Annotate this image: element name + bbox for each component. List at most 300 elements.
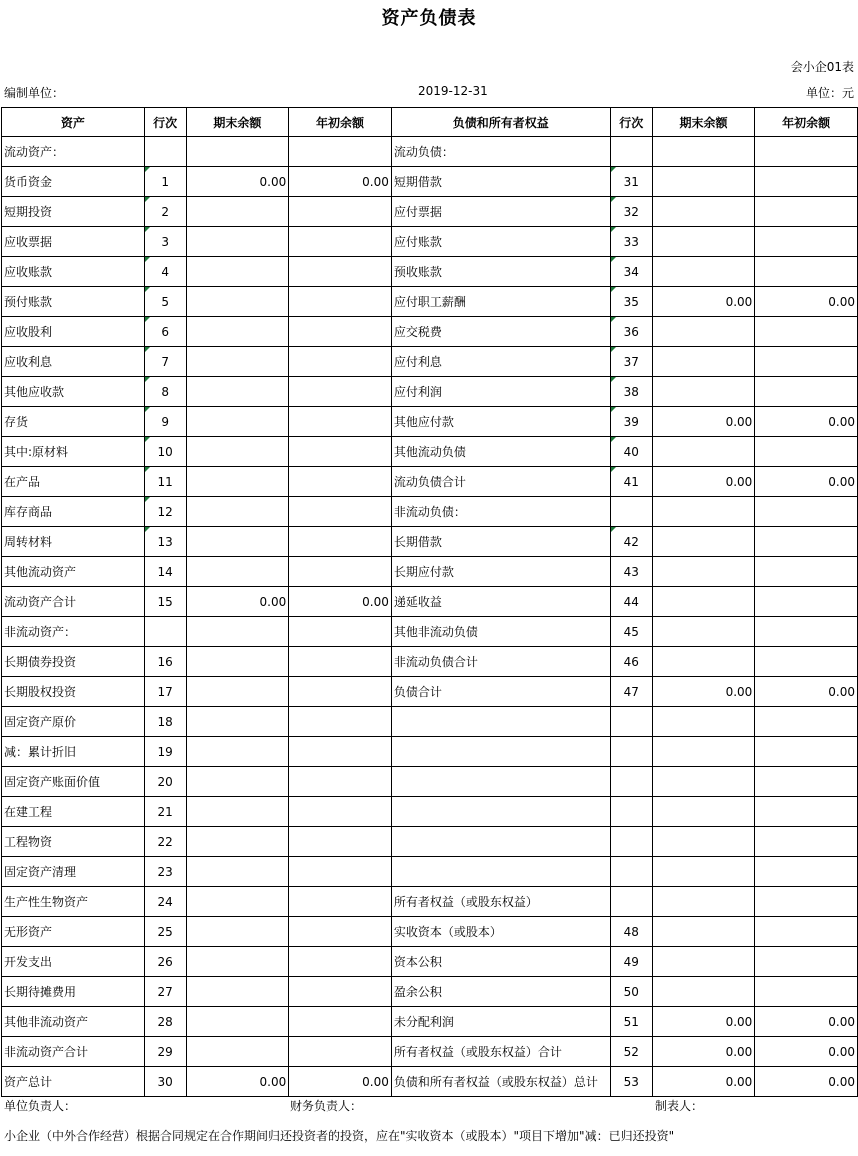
page-title: 资产负债表 xyxy=(381,8,477,29)
liability-begin-balance xyxy=(755,257,858,287)
liability-begin-balance xyxy=(755,377,858,407)
table-row xyxy=(2,677,858,707)
asset-line-no: 26 xyxy=(144,947,186,977)
asset-end-balance xyxy=(186,917,289,947)
liability-begin-balance: 0.00 xyxy=(755,677,858,707)
asset-end-balance xyxy=(186,707,289,737)
liability-begin-balance xyxy=(755,497,858,527)
asset-line-no: 7 xyxy=(144,347,186,377)
asset-item: 在产品 xyxy=(2,467,145,497)
preparer-signature: 制表人： xyxy=(655,1099,704,1113)
asset-item: 减：累计折旧 xyxy=(2,737,145,767)
asset-begin-balance xyxy=(289,377,392,407)
asset-end-balance xyxy=(186,497,289,527)
asset-line-no: 8 xyxy=(144,377,186,407)
header-liabilities-equity: 负债和所有者权益 xyxy=(391,108,610,137)
asset-item: 货币资金 xyxy=(2,167,145,197)
liability-item xyxy=(391,857,610,887)
liability-line-no: 44 xyxy=(610,587,652,617)
report-date: 2019-12-31 xyxy=(418,84,488,98)
liability-end-balance: 0.00 xyxy=(652,467,755,497)
asset-item: 其他应收款 xyxy=(2,377,145,407)
asset-item: 非流动资产合计 xyxy=(2,1037,145,1067)
table-row xyxy=(2,497,858,527)
asset-begin-balance xyxy=(289,227,392,257)
compiler-label: 编制单位： xyxy=(4,86,65,100)
liability-end-balance xyxy=(652,647,755,677)
table-row xyxy=(2,227,858,257)
liability-line-no xyxy=(610,767,652,797)
asset-end-balance xyxy=(186,347,289,377)
asset-end-balance xyxy=(186,227,289,257)
table-row xyxy=(2,707,858,737)
liability-line-no: 42 xyxy=(610,527,652,557)
asset-line-no: 25 xyxy=(144,917,186,947)
asset-end-balance xyxy=(186,287,289,317)
table-row xyxy=(2,947,858,977)
asset-line-no: 9 xyxy=(144,407,186,437)
liability-end-balance xyxy=(652,557,755,587)
liability-end-balance xyxy=(652,227,755,257)
table-row xyxy=(2,587,858,617)
table-row xyxy=(2,797,858,827)
asset-line-no: 29 xyxy=(144,1037,186,1067)
asset-line-no: 15 xyxy=(144,587,186,617)
liability-item: 资本公积 xyxy=(391,947,610,977)
liability-end-balance xyxy=(652,317,755,347)
liability-item: 应付账款 xyxy=(391,227,610,257)
header-assets: 资产 xyxy=(2,108,145,137)
asset-begin-balance xyxy=(289,137,392,167)
asset-begin-balance: 0.00 xyxy=(289,167,392,197)
liability-item: 流动负债： xyxy=(391,137,610,167)
liability-begin-balance xyxy=(755,737,858,767)
asset-item: 生产性生物资产 xyxy=(2,887,145,917)
liability-item: 其他流动负债 xyxy=(391,437,610,467)
table-row xyxy=(2,197,858,227)
liability-line-no: 50 xyxy=(610,977,652,1007)
asset-begin-balance xyxy=(289,257,392,287)
asset-end-balance xyxy=(186,377,289,407)
asset-item: 存货 xyxy=(2,407,145,437)
table-row xyxy=(2,917,858,947)
table-row xyxy=(2,137,858,167)
liability-end-balance xyxy=(652,857,755,887)
liability-end-balance xyxy=(652,917,755,947)
asset-end-balance xyxy=(186,1007,289,1037)
asset-line-no: 30 xyxy=(144,1067,186,1097)
asset-end-balance xyxy=(186,557,289,587)
liability-end-balance xyxy=(652,347,755,377)
liability-end-balance xyxy=(652,527,755,557)
asset-item: 短期投资 xyxy=(2,197,145,227)
liability-line-no: 36 xyxy=(610,317,652,347)
asset-end-balance xyxy=(186,677,289,707)
table-row xyxy=(2,347,858,377)
asset-begin-balance xyxy=(289,317,392,347)
asset-begin-balance xyxy=(289,347,392,377)
liability-line-no xyxy=(610,797,652,827)
liability-item: 负债合计 xyxy=(391,677,610,707)
table-row xyxy=(2,977,858,1007)
asset-item: 应收账款 xyxy=(2,257,145,287)
unit-label: 单位：元 xyxy=(805,86,854,100)
asset-end-balance xyxy=(186,257,289,287)
header-begin-balance: 年初余额 xyxy=(755,108,858,137)
asset-line-no: 13 xyxy=(144,527,186,557)
asset-end-balance xyxy=(186,1037,289,1067)
asset-begin-balance xyxy=(289,407,392,437)
asset-item: 其中:原材料 xyxy=(2,437,145,467)
header-line-no: 行次 xyxy=(144,108,186,137)
liability-end-balance xyxy=(652,257,755,287)
liability-begin-balance xyxy=(755,917,858,947)
liability-item: 短期借款 xyxy=(391,167,610,197)
asset-item: 其他非流动资产 xyxy=(2,1007,145,1037)
asset-end-balance: 0.00 xyxy=(186,167,289,197)
table-row xyxy=(2,767,858,797)
table-row xyxy=(2,467,858,497)
liability-begin-balance xyxy=(755,137,858,167)
liability-line-no: 49 xyxy=(610,947,652,977)
table-row xyxy=(2,827,858,857)
liability-line-no: 51 xyxy=(610,1007,652,1037)
liability-end-balance xyxy=(652,827,755,857)
liability-begin-balance xyxy=(755,647,858,677)
asset-item: 资产总计 xyxy=(2,1067,145,1097)
asset-item: 固定资产账面价值 xyxy=(2,767,145,797)
table-header-row xyxy=(2,108,858,137)
liability-end-balance xyxy=(652,167,755,197)
asset-line-no: 2 xyxy=(144,197,186,227)
asset-end-balance xyxy=(186,887,289,917)
liability-begin-balance xyxy=(755,767,858,797)
liability-begin-balance xyxy=(755,167,858,197)
liability-begin-balance xyxy=(755,587,858,617)
asset-line-no: 20 xyxy=(144,767,186,797)
liability-end-balance xyxy=(652,977,755,1007)
table-row xyxy=(2,1037,858,1067)
liability-end-balance xyxy=(652,197,755,227)
liability-item: 非流动负债： xyxy=(391,497,610,527)
liability-begin-balance xyxy=(755,887,858,917)
liability-item: 应付利润 xyxy=(391,377,610,407)
asset-end-balance xyxy=(186,827,289,857)
liability-begin-balance xyxy=(755,947,858,977)
liability-end-balance xyxy=(652,587,755,617)
liability-line-no: 40 xyxy=(610,437,652,467)
liability-item: 负债和所有者权益（或股东权益）总计 xyxy=(391,1067,610,1097)
asset-end-balance xyxy=(186,617,289,647)
asset-line-no: 23 xyxy=(144,857,186,887)
asset-begin-balance xyxy=(289,707,392,737)
asset-begin-balance xyxy=(289,527,392,557)
asset-line-no: 12 xyxy=(144,497,186,527)
liability-begin-balance xyxy=(755,977,858,1007)
liability-begin-balance xyxy=(755,527,858,557)
asset-end-balance xyxy=(186,737,289,767)
asset-begin-balance xyxy=(289,827,392,857)
liability-end-balance: 0.00 xyxy=(652,407,755,437)
asset-end-balance xyxy=(186,407,289,437)
asset-end-balance xyxy=(186,857,289,887)
asset-line-no: 28 xyxy=(144,1007,186,1037)
liability-begin-balance: 0.00 xyxy=(755,1007,858,1037)
table-row xyxy=(2,737,858,767)
liability-item: 其他应付款 xyxy=(391,407,610,437)
asset-item: 应收股利 xyxy=(2,317,145,347)
liability-item: 其他非流动负债 xyxy=(391,617,610,647)
liability-line-no: 31 xyxy=(610,167,652,197)
asset-end-balance xyxy=(186,437,289,467)
header-line-no: 行次 xyxy=(610,108,652,137)
liability-begin-balance: 0.00 xyxy=(755,287,858,317)
asset-item: 库存商品 xyxy=(2,497,145,527)
asset-item: 在建工程 xyxy=(2,797,145,827)
liability-begin-balance xyxy=(755,707,858,737)
asset-line-no: 4 xyxy=(144,257,186,287)
liability-end-balance xyxy=(652,437,755,467)
asset-item: 固定资产原价 xyxy=(2,707,145,737)
liability-end-balance xyxy=(652,377,755,407)
asset-line-no: 24 xyxy=(144,887,186,917)
asset-end-balance xyxy=(186,767,289,797)
asset-begin-balance xyxy=(289,467,392,497)
liability-item: 长期应付款 xyxy=(391,557,610,587)
asset-end-balance xyxy=(186,317,289,347)
liability-item xyxy=(391,797,610,827)
liability-item: 非流动负债合计 xyxy=(391,647,610,677)
asset-item: 非流动资产： xyxy=(2,617,145,647)
liability-item xyxy=(391,767,610,797)
liability-line-no xyxy=(610,857,652,887)
liability-line-no: 45 xyxy=(610,617,652,647)
table-row xyxy=(2,617,858,647)
asset-line-no: 1 xyxy=(144,167,186,197)
asset-line-no: 6 xyxy=(144,317,186,347)
liability-begin-balance xyxy=(755,857,858,887)
balance-sheet-table xyxy=(1,107,858,1097)
asset-item: 长期待摊费用 xyxy=(2,977,145,1007)
liability-end-balance: 0.00 xyxy=(652,1037,755,1067)
liability-item: 应付利息 xyxy=(391,347,610,377)
liability-begin-balance xyxy=(755,797,858,827)
liability-begin-balance xyxy=(755,437,858,467)
liability-line-no: 33 xyxy=(610,227,652,257)
asset-line-no: 21 xyxy=(144,797,186,827)
asset-end-balance xyxy=(186,137,289,167)
liability-item: 实收资本（或股本） xyxy=(391,917,610,947)
asset-begin-balance xyxy=(289,557,392,587)
table-row xyxy=(2,407,858,437)
liability-line-no xyxy=(610,497,652,527)
asset-line-no xyxy=(144,137,186,167)
asset-end-balance xyxy=(186,977,289,1007)
asset-item: 无形资产 xyxy=(2,917,145,947)
liability-item: 预收账款 xyxy=(391,257,610,287)
liability-line-no xyxy=(610,737,652,767)
asset-begin-balance xyxy=(289,797,392,827)
asset-line-no: 14 xyxy=(144,557,186,587)
asset-begin-balance xyxy=(289,287,392,317)
asset-line-no: 18 xyxy=(144,707,186,737)
asset-begin-balance xyxy=(289,947,392,977)
liability-end-balance: 0.00 xyxy=(652,677,755,707)
asset-line-no: 16 xyxy=(144,647,186,677)
liability-item: 未分配利润 xyxy=(391,1007,610,1037)
liability-line-no xyxy=(610,137,652,167)
asset-begin-balance xyxy=(289,767,392,797)
table-row xyxy=(2,527,858,557)
asset-end-balance xyxy=(186,947,289,977)
liability-line-no: 32 xyxy=(610,197,652,227)
asset-item: 开发支出 xyxy=(2,947,145,977)
unit-head-signature: 单位负责人： xyxy=(4,1099,77,1113)
liability-line-no: 46 xyxy=(610,647,652,677)
asset-line-no: 10 xyxy=(144,437,186,467)
asset-begin-balance xyxy=(289,977,392,1007)
asset-end-balance xyxy=(186,647,289,677)
liability-begin-balance xyxy=(755,317,858,347)
table-row xyxy=(2,317,858,347)
asset-begin-balance: 0.00 xyxy=(289,587,392,617)
liability-begin-balance xyxy=(755,827,858,857)
liability-end-balance xyxy=(652,797,755,827)
asset-line-no: 27 xyxy=(144,977,186,1007)
asset-line-no: 3 xyxy=(144,227,186,257)
liability-line-no: 39 xyxy=(610,407,652,437)
liability-begin-balance xyxy=(755,227,858,257)
liability-line-no: 37 xyxy=(610,347,652,377)
liability-end-balance: 0.00 xyxy=(652,287,755,317)
table-row xyxy=(2,167,858,197)
liability-item: 所有者权益（或股东权益） xyxy=(391,887,610,917)
asset-item: 其他流动资产 xyxy=(2,557,145,587)
asset-item: 流动资产合计 xyxy=(2,587,145,617)
liability-line-no xyxy=(610,827,652,857)
table-row xyxy=(2,647,858,677)
asset-end-balance xyxy=(186,197,289,227)
asset-end-balance: 0.00 xyxy=(186,1067,289,1097)
liability-end-balance xyxy=(652,617,755,647)
liability-line-no: 47 xyxy=(610,677,652,707)
asset-begin-balance xyxy=(289,737,392,767)
liability-begin-balance: 0.00 xyxy=(755,467,858,497)
asset-item: 工程物资 xyxy=(2,827,145,857)
liability-begin-balance: 0.00 xyxy=(755,407,858,437)
liability-item xyxy=(391,737,610,767)
asset-begin-balance xyxy=(289,437,392,467)
liability-item: 应交税费 xyxy=(391,317,610,347)
liability-begin-balance xyxy=(755,347,858,377)
table-row xyxy=(2,437,858,467)
liability-item xyxy=(391,707,610,737)
asset-begin-balance xyxy=(289,857,392,887)
asset-begin-balance xyxy=(289,887,392,917)
asset-end-balance: 0.00 xyxy=(186,587,289,617)
asset-end-balance xyxy=(186,797,289,827)
liability-begin-balance xyxy=(755,557,858,587)
table-row xyxy=(2,557,858,587)
asset-begin-balance xyxy=(289,917,392,947)
liability-end-balance xyxy=(652,137,755,167)
asset-begin-balance xyxy=(289,647,392,677)
asset-item: 周转材料 xyxy=(2,527,145,557)
liability-line-no: 52 xyxy=(610,1037,652,1067)
asset-end-balance xyxy=(186,527,289,557)
asset-item: 长期债券投资 xyxy=(2,647,145,677)
asset-begin-balance xyxy=(289,497,392,527)
liability-begin-balance xyxy=(755,617,858,647)
finance-head-signature: 财务负责人： xyxy=(290,1099,363,1113)
liability-end-balance xyxy=(652,767,755,797)
liability-item: 所有者权益（或股东权益）合计 xyxy=(391,1037,610,1067)
asset-line-no: 19 xyxy=(144,737,186,767)
asset-item: 固定资产清理 xyxy=(2,857,145,887)
table-row xyxy=(2,377,858,407)
liability-line-no: 43 xyxy=(610,557,652,587)
liability-line-no: 34 xyxy=(610,257,652,287)
table-row xyxy=(2,887,858,917)
liability-line-no: 48 xyxy=(610,917,652,947)
liability-line-no: 53 xyxy=(610,1067,652,1097)
liability-line-no: 41 xyxy=(610,467,652,497)
liability-end-balance xyxy=(652,887,755,917)
header-begin-balance: 年初余额 xyxy=(289,108,392,137)
asset-line-no: 5 xyxy=(144,287,186,317)
asset-line-no: 22 xyxy=(144,827,186,857)
liability-begin-balance: 0.00 xyxy=(755,1037,858,1067)
liability-item xyxy=(391,827,610,857)
asset-item: 预付账款 xyxy=(2,287,145,317)
asset-item: 应收利息 xyxy=(2,347,145,377)
liability-begin-balance xyxy=(755,197,858,227)
asset-begin-balance xyxy=(289,677,392,707)
liability-line-no xyxy=(610,887,652,917)
asset-line-no: 17 xyxy=(144,677,186,707)
table-row xyxy=(2,287,858,317)
table-row xyxy=(2,857,858,887)
liability-line-no xyxy=(610,707,652,737)
asset-begin-balance xyxy=(289,1037,392,1067)
liability-item: 长期借款 xyxy=(391,527,610,557)
asset-begin-balance xyxy=(289,197,392,227)
asset-end-balance xyxy=(186,467,289,497)
asset-begin-balance: 0.00 xyxy=(289,1067,392,1097)
header-end-balance: 期末余额 xyxy=(186,108,289,137)
liability-end-balance: 0.00 xyxy=(652,1067,755,1097)
liability-item: 盈余公积 xyxy=(391,977,610,1007)
liability-line-no: 38 xyxy=(610,377,652,407)
liability-end-balance xyxy=(652,707,755,737)
footnote: 小企业（中外合作经营）根据合同规定在合作期间归还投资者的投资，应在"实收资本（或股本）"项目下增加"减：已归还投资" xyxy=(4,1129,675,1143)
asset-line-no xyxy=(144,617,186,647)
table-row xyxy=(2,1067,858,1097)
liability-begin-balance: 0.00 xyxy=(755,1067,858,1097)
liability-end-balance: 0.00 xyxy=(652,1007,755,1037)
liability-end-balance xyxy=(652,947,755,977)
asset-begin-balance xyxy=(289,1007,392,1037)
liability-item: 流动负债合计 xyxy=(391,467,610,497)
liability-item: 应付票据 xyxy=(391,197,610,227)
asset-begin-balance xyxy=(289,617,392,647)
liability-item: 应付职工薪酬 xyxy=(391,287,610,317)
liability-item: 递延收益 xyxy=(391,587,610,617)
liability-line-no: 35 xyxy=(610,287,652,317)
table-row xyxy=(2,1007,858,1037)
asset-item: 应收票据 xyxy=(2,227,145,257)
asset-item: 长期股权投资 xyxy=(2,677,145,707)
